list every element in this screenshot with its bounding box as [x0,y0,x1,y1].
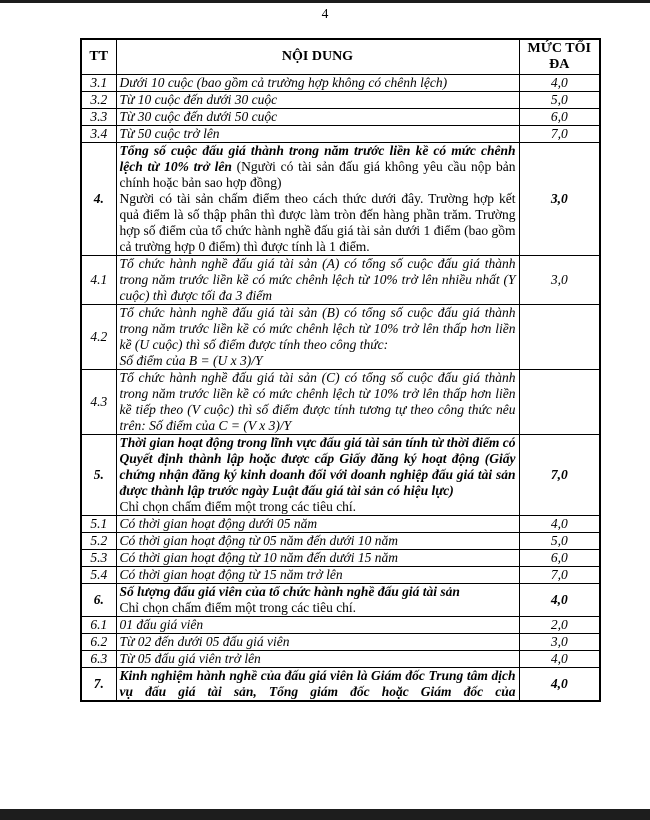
row-content-cell [116,584,519,617]
row-max-score-cell: 3,0 [519,143,600,256]
table-row [81,651,600,668]
page-number: 4 [321,6,329,21]
content-paragraph: 01 đấu giá viên [119,617,204,632]
table-row [81,533,600,550]
row-max-score-cell [519,370,600,435]
content-paragraph: Kinh nghiệm hành nghề của đấu giá viên là Giám đốc Trung tâm dịch vụ đấu giá tài sản, Tổng giám đốc hoặc Giám đốc của [119,668,516,699]
row-content-cell [116,651,519,668]
table-row [81,143,600,256]
row-number-cell: 6.1 [81,617,116,634]
row-content-cell [116,567,519,584]
content-paragraph: Tổ chức hành nghề đấu giá tài sản (A) có tổng số cuộc đấu giá thành trong năm trước liền kề có mức chênh lệch từ 10% trở lên nhiều nhất (Y cuộc) thì được tối đa 3 điểm [119,256,516,303]
row-max-score-cell: 4,0 [519,75,600,92]
row-number-cell: 5.1 [81,516,116,533]
content-paragraph: Có thời gian hoạt động từ 10 năm đến dưới 15 năm [119,550,399,565]
row-max-score-cell: 7,0 [519,126,600,143]
table-row [81,109,600,126]
table-row [81,584,600,617]
table-row [81,126,600,143]
page-top-edge-bar [0,0,650,3]
row-content-cell [116,435,519,516]
content-paragraph: Tổ chức hành nghề đấu giá tài sản (B) có tổng số cuộc đấu giá thành trong năm trước liền kề có mức chênh lệch từ 10% trở lên thấp hơn liền kề (U cuộc) thì số điểm được tính theo công thức: [119,305,516,352]
table-row [81,516,600,533]
row-content-cell [116,92,519,109]
page-bottom-edge-bar [0,809,650,820]
row-number-cell: 5.4 [81,567,116,584]
table-row [81,370,600,435]
row-content-cell [116,370,519,435]
row-content-cell [116,256,519,305]
content-paragraph: Số lượng đấu giá viên của tổ chức hành nghề đấu giá tài sản [119,584,460,599]
table-row [81,567,600,584]
row-content-cell [116,550,519,567]
row-content-cell [116,143,519,256]
header-tt: TT [81,39,116,75]
content-paragraph: Từ 10 cuộc đến dưới 30 cuộc [119,92,278,107]
row-max-score-cell: 6,0 [519,109,600,126]
content-paragraph: Từ 30 cuộc đến dưới 50 cuộc [119,109,278,124]
content-paragraph: Có thời gian hoạt động từ 05 năm đến dưới 10 năm [119,533,399,548]
table-row [81,634,600,651]
content-paragraph: Có thời gian hoạt động dưới 05 năm [119,516,318,531]
header-noi-dung: NỘI DUNG [116,39,519,75]
content-paragraph: Chỉ chọn chấm điểm một trong các tiêu chí. [119,499,357,514]
row-max-score-cell: 4,0 [519,584,600,617]
row-content-cell [116,617,519,634]
row-number-cell: 3.1 [81,75,116,92]
table-row [81,550,600,567]
row-max-score-cell: 2,0 [519,617,600,634]
header-muc-toi-da: MỨC TỐI ĐA [519,39,600,75]
row-max-score-cell: 3,0 [519,634,600,651]
row-max-score-cell: 7,0 [519,435,600,516]
content-paragraph: Có thời gian hoạt động từ 15 năm trở lên [119,567,343,582]
row-content-cell [116,634,519,651]
row-number-cell: 3.3 [81,109,116,126]
row-max-score-cell: 7,0 [519,567,600,584]
row-max-score-cell: 4,0 [519,651,600,668]
content-paragraph: Từ 50 cuộc trở lên [119,126,220,141]
row-max-score-cell [519,305,600,370]
row-max-score-cell: 6,0 [519,550,600,567]
row-content-cell [116,668,519,702]
row-number-cell: 3.4 [81,126,116,143]
row-number-cell: 3.2 [81,92,116,109]
table-row [81,435,600,516]
row-content-cell [116,533,519,550]
row-number-cell: 6. [81,584,116,617]
content-paragraph: Chỉ chọn chấm điểm một trong các tiêu chí. [119,600,357,615]
content-paragraph: Từ 02 đến dưới 05 đấu giá viên [119,634,290,649]
row-number-cell: 4.2 [81,305,116,370]
table-body [81,75,600,702]
row-number-cell: 5.3 [81,550,116,567]
row-content-cell [116,305,519,370]
table-row [81,305,600,370]
row-max-score-cell: 5,0 [519,533,600,550]
table-row [81,92,600,109]
row-number-cell: 5.2 [81,533,116,550]
row-number-cell: 4.1 [81,256,116,305]
table-header-row [81,39,600,75]
content-paragraph: Từ 05 đấu giá viên trở lên [119,651,261,666]
row-content-cell [116,75,519,92]
row-number-cell: 7. [81,668,116,702]
row-content-cell [116,109,519,126]
criteria-table [80,38,601,702]
row-content-cell [116,126,519,143]
content-paragraph: Người có tài sản chấm điểm theo cách thức dưới đây. Trường hợp kết quả điểm là số thập phân thì được làm tròn đến hàng phần trăm. Trường hợp số điểm của tổ chức hành nghề đấu giá tài sản dưới 1 điểm (bao gồm cả trường hợp 0 điểm) thì được tính là 1 điểm. [119,191,516,254]
row-number-cell: 4. [81,143,116,256]
row-max-score-cell: 4,0 [519,516,600,533]
content-paragraph: Tổ chức hành nghề đấu giá tài sản (C) có tổng số cuộc đấu giá thành trong năm trước liền kề có mức chênh lệch từ 10% trở lên thấp hơn liền kề tiếp theo (V cuộc) thì số điểm được tính tương tự theo công thức nêu trên: Số điểm của C = (V x 3)/Y [119,370,516,433]
row-number-cell: 4.3 [81,370,116,435]
content-paragraph: Tổng số cuộc đấu giá thành trong năm trước liền kề có mức chênh lệch từ 10% trở lên (Người có tài sản đấu giá không yêu cầu nộp bản chính hoặc bản sao hợp đồng) [119,143,516,190]
table-row [81,75,600,92]
row-max-score-cell: 3,0 [519,256,600,305]
row-content-cell [116,516,519,533]
content-paragraph: Dưới 10 cuộc (bao gồm cả trường hợp không có chênh lệch) [119,75,448,90]
content-paragraph: Số điểm của B = (U x 3)/Y [119,353,263,368]
content-paragraph: Thời gian hoạt động trong lĩnh vực đấu giá tài sản tính từ thời điểm có Quyết định thành lập hoặc được cấp Giấy đăng ký hoạt động (Giấy chứng nhận đăng ký kinh doanh đối với doanh nghiệp đấu giá tài sản được thành lập trước ngày Luật đấu giá tài sản có hiệu lực) [119,435,516,498]
row-number-cell: 6.2 [81,634,116,651]
row-number-cell: 5. [81,435,116,516]
row-max-score-cell: 5,0 [519,92,600,109]
table-row [81,668,600,702]
table-row [81,617,600,634]
row-max-score-cell: 4,0 [519,668,600,702]
row-number-cell: 6.3 [81,651,116,668]
table-row [81,256,600,305]
